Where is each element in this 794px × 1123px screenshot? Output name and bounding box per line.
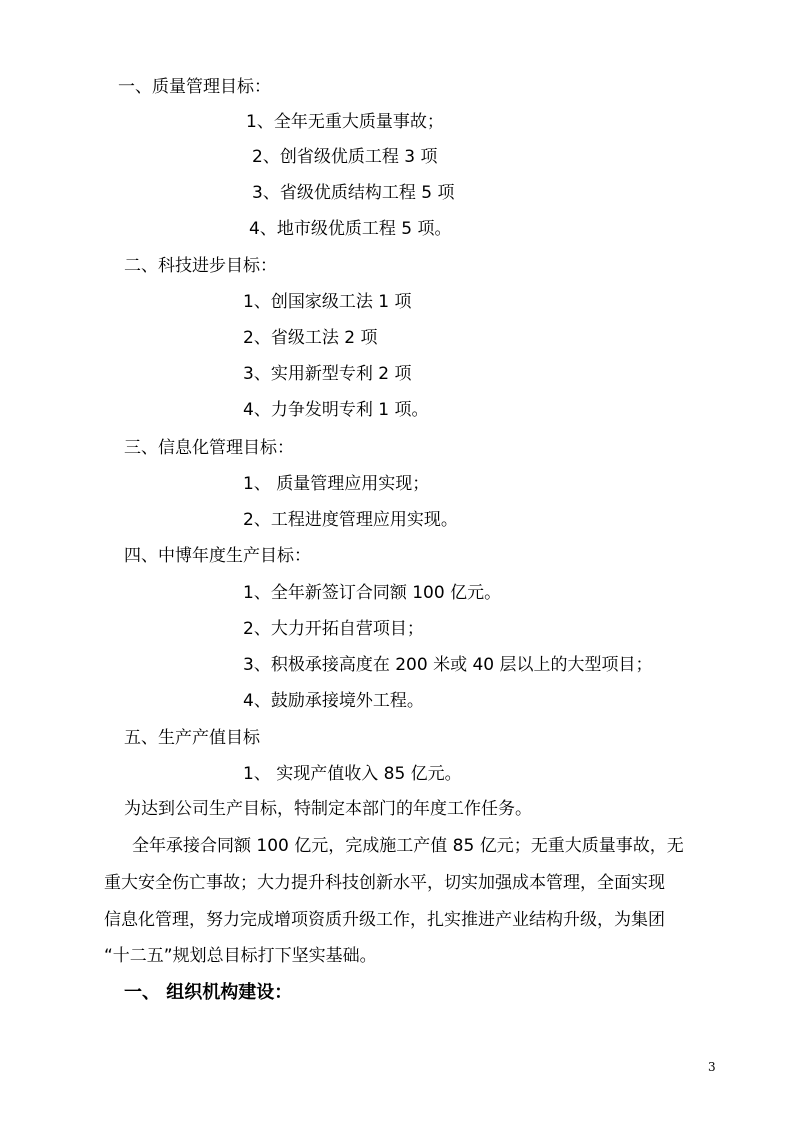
page-number: 3 [708,1060,716,1074]
tech-item-4: 4、力争发明专利 1 项。 [243,400,429,420]
tech-item-1: 1、创国家级工法 1 项 [243,292,412,312]
heading-info-goals: 三、信息化管理目标： [124,438,294,458]
quality-item-3: 3、省级优质结构工程 5 项 [252,183,455,203]
output-item-1: 1、 实现产值收入 85 亿元。 [243,764,462,784]
production-item-3: 3、积极承接高度在 200 米或 40 层以上的大型项目； [243,655,653,675]
info-item-2: 2、工程进度管理应用实现。 [243,510,458,530]
quality-item-4: 4、地市级优质工程 5 项。 [249,219,452,239]
tech-item-2: 2、省级工法 2 项 [243,328,378,348]
quality-item-1: 1、全年无重大质量事故； [246,112,444,132]
heading-tech-goals: 二、科技进步目标： [124,256,277,276]
heading-quality-goals: 一、质量管理目标： [118,77,271,97]
heading-output-goals: 五、生产产值目标 [124,728,260,748]
intro-text: 为达到公司生产目标，特制定本部门的年度工作任务。 [124,799,532,819]
heading-production-goals: 四、中博年度生产目标： [124,546,311,566]
paragraph-line-2: 重大安全伤亡事故；大力提升科技创新水平，切实加强成本管理，全面实现 [104,873,665,893]
production-item-4: 4、鼓励承接境外工程。 [243,691,424,711]
heading-org-structure: 一、 组织机构建设： [124,982,293,1003]
paragraph-line-3: 信息化管理，努力完成增项资质升级工作，扎实推进产业结构升级，为集团 [104,910,665,930]
quality-item-2: 2、创省级优质工程 3 项 [252,147,438,167]
info-item-1: 1、 质量管理应用实现； [243,474,430,494]
production-item-1: 1、全年新签订合同额 100 亿元。 [243,583,502,603]
paragraph-line-4: “十二五”规划总目标打下坚实基础。 [104,946,377,966]
tech-item-3: 3、实用新型专利 2 项 [243,364,412,384]
production-item-2: 2、大力开拓自营项目； [243,619,424,639]
paragraph-line-1: 全年承接合同额 100 亿元，完成施工产值 85 亿元；无重大质量事故，无 [132,836,684,856]
